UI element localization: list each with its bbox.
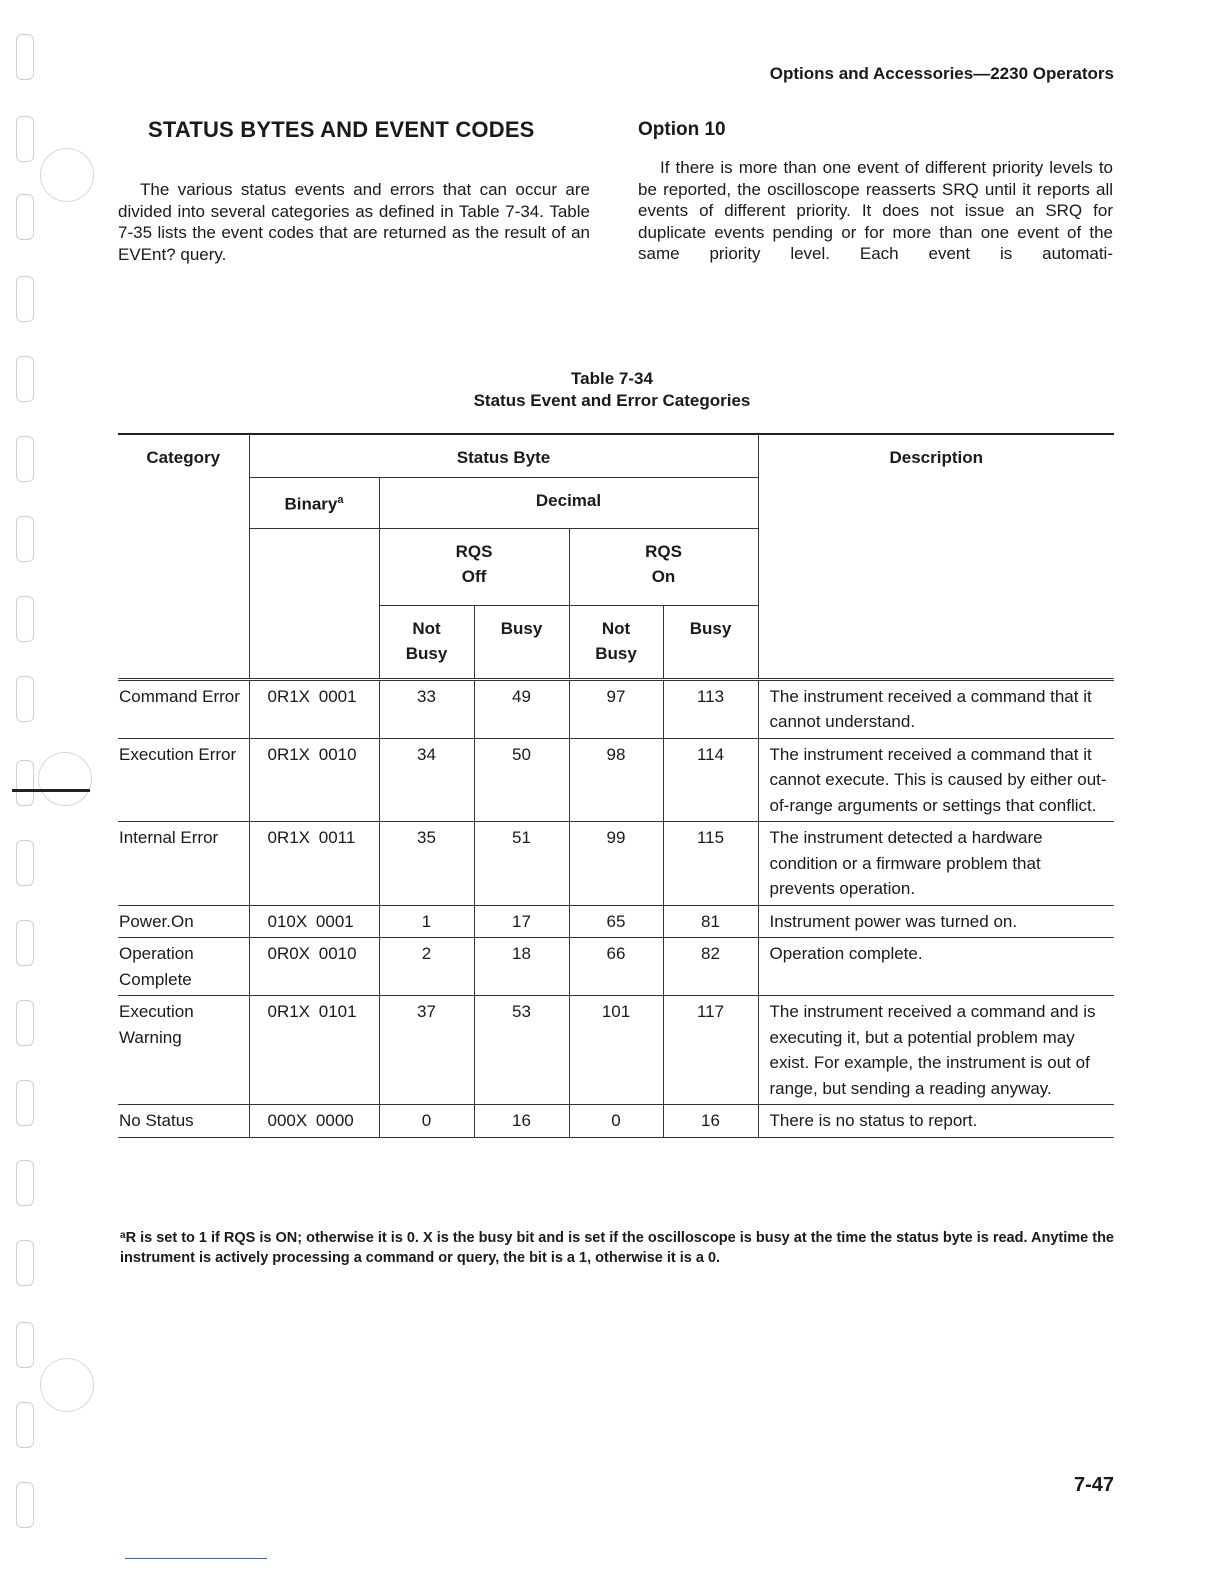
footnote-marker: a <box>120 1230 126 1241</box>
rqs-on-not-busy-cell: 0 <box>569 1105 663 1138</box>
table-row <box>118 679 1114 738</box>
page-number: 7-47 <box>1073 1474 1114 1496</box>
description-cell: The instrument received a command and is executing it, but a potential problem may exist. For example, the instrument is out of range, but sending a reading anyway. <box>758 996 1114 1105</box>
header-binary-blank <box>249 528 379 679</box>
rqs-on-busy-cell: 113 <box>663 679 758 738</box>
rqs-off-busy-cell: 50 <box>474 738 569 822</box>
category-cell: No Status <box>118 1105 249 1138</box>
rqs-on-busy-cell: 81 <box>663 905 758 938</box>
header-off-busy: Busy <box>474 605 569 679</box>
option-paragraph: If there is more than one event of different priority levels to be reported, the oscilloscope reasserts SRQ until it reports all events of different priority. It does not issue an SRQ for duplicate events pending or for more than one event of the same priority level. Each event is automati- <box>638 158 1113 264</box>
rqs-on-not-busy-cell: 101 <box>569 996 663 1105</box>
table-row <box>118 738 1114 822</box>
rqs-off-not-busy-cell: 34 <box>379 738 474 822</box>
binary-cell: 0R0X 0010 <box>249 938 379 996</box>
header-off-not-busy: Not Busy <box>379 605 474 679</box>
rqs-on-busy-cell: 114 <box>663 738 758 822</box>
footnote-text: R is set to 1 if RQS is ON; otherwise it is 0. X is the busy bit and is set if the oscilloscope is busy at the time the status byte is read. Anytime the instrument is actively processing a command or query, the bit is a 1, otherwise it is a 0. <box>120 1230 1114 1266</box>
binder-ring-bar <box>12 789 90 792</box>
description-cell: The instrument detected a hardware condition or a firmware problem that prevents operation. <box>758 822 1114 906</box>
table-row <box>118 905 1114 938</box>
rqs-off-busy-cell: 51 <box>474 822 569 906</box>
rqs-off-not-busy-cell: 0 <box>379 1105 474 1138</box>
binder-punch-mark <box>16 276 34 322</box>
rqs-on-not-busy-cell: 99 <box>569 822 663 906</box>
rqs-off-not-busy-cell: 37 <box>379 996 474 1105</box>
header-binary: Binary$^a$ <box>249 477 379 528</box>
rqs-on-busy-cell: 117 <box>663 996 758 1105</box>
table-caption: Status Event and Error Categories <box>473 391 751 410</box>
rqs-off-busy-cell: 49 <box>474 679 569 738</box>
header-on-not-busy: Not Busy <box>569 605 663 679</box>
footnote-marker: a <box>337 493 344 506</box>
section-title: STATUS BYTES AND EVENT CODES <box>148 117 535 142</box>
binder-punch-mark <box>16 920 34 966</box>
rqs-off-not-busy-cell: 1 <box>379 905 474 938</box>
rqs-off-busy-cell: 16 <box>474 1105 569 1138</box>
description-cell: There is no status to report. <box>758 1105 1114 1138</box>
header-decimal: Decimal <box>379 477 758 528</box>
rqs-on-not-busy-cell: 65 <box>569 905 663 938</box>
table-row <box>118 996 1114 1105</box>
rqs-on-busy-cell: 115 <box>663 822 758 906</box>
description-cell: Instrument power was turned on. <box>758 905 1114 938</box>
table-footnote <box>120 1226 1114 1268</box>
status-categories-table <box>118 433 1114 1138</box>
binder-punch-mark <box>16 1402 34 1448</box>
rqs-on-not-busy-cell: 97 <box>569 679 663 738</box>
table-row <box>118 938 1114 996</box>
binder-punch-mark <box>16 1482 34 1528</box>
binder-punch-mark <box>16 1000 34 1046</box>
description-cell: Operation complete. <box>758 938 1114 996</box>
binder-punch-mark <box>16 840 34 886</box>
binder-punch-mark <box>16 676 34 722</box>
rqs-on-busy-cell: 82 <box>663 938 758 996</box>
header-category: Category <box>118 434 249 679</box>
rqs-on-busy-cell: 16 <box>663 1105 758 1138</box>
category-cell: Power.On <box>118 905 249 938</box>
rqs-on-not-busy-cell: 98 <box>569 738 663 822</box>
binder-punch-mark <box>16 436 34 482</box>
description-cell: The instrument received a command that it cannot execute. This is caused by either out-of-range arguments or settings that conflict. <box>758 738 1114 822</box>
binder-punch-mark <box>16 356 34 402</box>
rqs-off-not-busy-cell: 33 <box>379 679 474 738</box>
rqs-off-busy-cell: 18 <box>474 938 569 996</box>
intro-paragraph: The various status events and errors that can occur are divided into several categories as defined in Table 7-34. Table 7-35 lists the event codes that are returned as the result of an EVEnt? query. <box>118 180 590 264</box>
binder-punch-mark <box>16 1080 34 1126</box>
rqs-off-not-busy-cell: 35 <box>379 822 474 906</box>
binder-punch-mark <box>16 516 34 562</box>
binary-cell: 0R1X 0011 <box>249 822 379 906</box>
description-cell: The instrument received a command that it cannot understand. <box>758 679 1114 738</box>
binder-punch-mark <box>16 596 34 642</box>
binder-punch-mark <box>16 116 34 162</box>
table-number: Table 7-34 <box>571 369 653 388</box>
binder-punch-mark <box>16 1240 34 1286</box>
binary-cell: 000X 0000 <box>249 1105 379 1138</box>
binder-ring-hole <box>38 752 92 806</box>
header-description: Description <box>758 434 1114 679</box>
rqs-off-busy-cell: 17 <box>474 905 569 938</box>
header-rqs-on: RQS On <box>569 528 758 605</box>
rqs-on-not-busy-cell: 66 <box>569 938 663 996</box>
option-title: Option 10 <box>638 119 726 140</box>
rqs-off-not-busy-cell: 2 <box>379 938 474 996</box>
binder-punch-mark <box>16 1322 34 1368</box>
binary-cell: 0R1X 0101 <box>249 996 379 1105</box>
category-cell: Command Error <box>118 679 249 738</box>
binary-cell: 0R1X 0010 <box>249 738 379 822</box>
binary-cell: 0R1X 0001 <box>249 679 379 738</box>
binder-punch-mark <box>16 194 34 240</box>
binder-punch-mark <box>16 1160 34 1206</box>
category-cell: Execution Error <box>118 738 249 822</box>
binder-punch-mark <box>16 34 34 80</box>
header-on-busy: Busy <box>663 605 758 679</box>
binder-ring-hole <box>40 1358 94 1412</box>
binder-ring-hole <box>40 148 94 202</box>
binary-cell: 010X 0001 <box>249 905 379 938</box>
category-cell: Execution Warning <box>118 996 249 1105</box>
header-rqs-off: RQS Off <box>379 528 569 605</box>
bottom-rule <box>125 1558 267 1559</box>
running-header: Options and Accessories—2230 Operators <box>769 64 1114 83</box>
header-status-byte: Status Byte <box>249 434 758 477</box>
category-cell: Internal Error <box>118 822 249 906</box>
table-row <box>118 1105 1114 1138</box>
rqs-off-busy-cell: 53 <box>474 996 569 1105</box>
category-cell: Operation Complete <box>118 938 249 996</box>
binder-punch-mark <box>16 760 34 806</box>
table-row <box>118 822 1114 906</box>
